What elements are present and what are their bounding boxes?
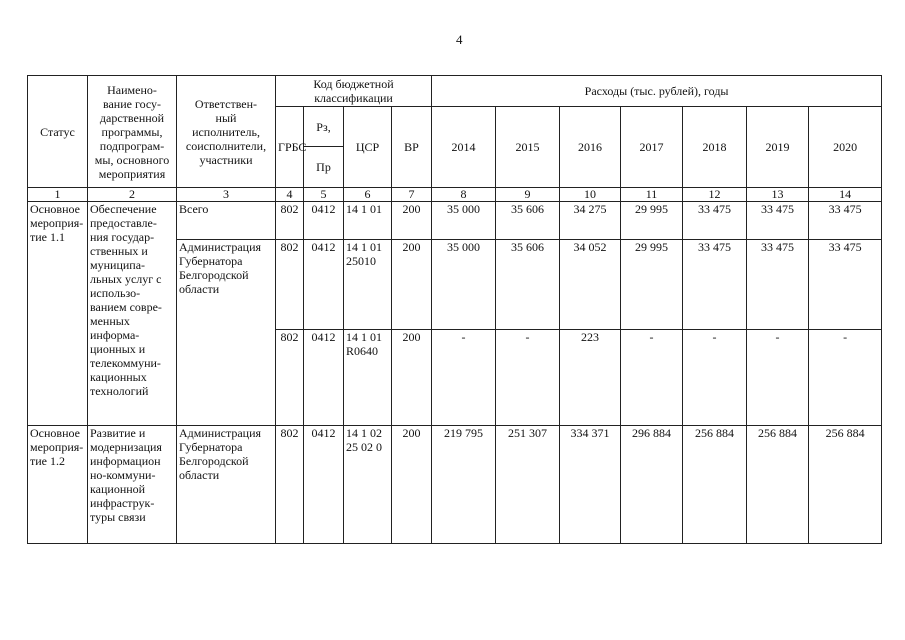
row-value: - <box>683 330 747 426</box>
row-value: 256 884 <box>683 426 747 544</box>
header-status: Статус <box>28 76 88 188</box>
row-value: 29 995 <box>621 202 683 240</box>
row-value: - <box>496 330 560 426</box>
header-year: 2020 <box>809 107 882 188</box>
header-csr: ЦСР <box>344 107 392 188</box>
header-grbs: ГРБС <box>276 107 304 188</box>
header-name: Наимено- вание госу- дарственной программы, подпрограм- мы, основного мероприятия <box>88 76 177 188</box>
row-value: - <box>747 330 809 426</box>
table-row <box>28 426 882 544</box>
row-value: 35 000 <box>432 202 496 240</box>
header-responsible: Ответствен- ный исполнитель, соисполнители, участники <box>177 76 276 188</box>
row-responsible: Администрация Губернатора Белгородской области <box>177 240 276 426</box>
row-csr: 14 1 01 <box>344 202 392 240</box>
row-grbs: 802 <box>276 240 304 330</box>
row-value: - <box>809 330 882 426</box>
header-year: 2019 <box>747 107 809 188</box>
row-value: 296 884 <box>621 426 683 544</box>
row-vr: 200 <box>392 240 432 330</box>
row-value: 29 995 <box>621 240 683 330</box>
row-vr: 200 <box>392 426 432 544</box>
column-number: 10 <box>560 188 621 202</box>
row-value: 33 475 <box>747 240 809 330</box>
row-value: 33 475 <box>747 202 809 240</box>
header-year: 2018 <box>683 107 747 188</box>
header-year: 2015 <box>496 107 560 188</box>
row-rzpr: 0412 <box>304 426 344 544</box>
column-number: 1 <box>28 188 88 202</box>
column-number: 5 <box>304 188 344 202</box>
page-number: 4 <box>456 32 463 47</box>
row-value: 251 307 <box>496 426 560 544</box>
row-responsible: Администрация Губернатора Белгородской области <box>177 426 276 544</box>
row-value: 223 <box>560 330 621 426</box>
row-grbs: 802 <box>276 330 304 426</box>
table-row <box>28 202 882 240</box>
row-grbs: 802 <box>276 426 304 544</box>
row-value: 334 371 <box>560 426 621 544</box>
row-value: 35 000 <box>432 240 496 330</box>
row-value: 35 606 <box>496 202 560 240</box>
row-vr: 200 <box>392 202 432 240</box>
row-value: 33 475 <box>683 240 747 330</box>
row-value: 256 884 <box>747 426 809 544</box>
column-number: 2 <box>88 188 177 202</box>
column-number: 14 <box>809 188 882 202</box>
row-value: - <box>432 330 496 426</box>
row-name: Обеспечение предоставле- ния государ- ственных и муниципа- льных услуг с использо- ванием совре- менных информа- ционных и телекоммуни- кационных технологий <box>88 202 177 426</box>
header-vr: ВР <box>392 107 432 188</box>
header-budget-code: Код бюджетной классификации <box>276 76 432 107</box>
row-value: - <box>621 330 683 426</box>
column-number: 13 <box>747 188 809 202</box>
row-value: 34 052 <box>560 240 621 330</box>
row-vr: 200 <box>392 330 432 426</box>
column-number: 3 <box>177 188 276 202</box>
column-number: 7 <box>392 188 432 202</box>
row-status: Основное мероприя- тие 1.1 <box>28 202 88 426</box>
row-csr: 14 1 01 R0640 <box>344 330 392 426</box>
row-rzpr: 0412 <box>304 202 344 240</box>
column-number: 11 <box>621 188 683 202</box>
column-number: 8 <box>432 188 496 202</box>
column-number: 4 <box>276 188 304 202</box>
row-value: 256 884 <box>809 426 882 544</box>
row-grbs: 802 <box>276 202 304 240</box>
row-rzpr: 0412 <box>304 240 344 330</box>
column-number: 12 <box>683 188 747 202</box>
budget-table <box>27 75 882 544</box>
row-rzpr: 0412 <box>304 330 344 426</box>
column-number: 9 <box>496 188 560 202</box>
row-value: 219 795 <box>432 426 496 544</box>
header-rz: Рз, <box>304 107 344 147</box>
column-number: 6 <box>344 188 392 202</box>
row-status: Основное мероприя- тие 1.2 <box>28 426 88 544</box>
row-csr: 14 1 02 25 02 0 <box>344 426 392 544</box>
header-year: 2014 <box>432 107 496 188</box>
row-value: 33 475 <box>809 240 882 330</box>
header-pr: Пр <box>304 147 344 188</box>
header-year: 2017 <box>621 107 683 188</box>
row-name: Развитие и модернизация информацион но-коммуни- кационной инфраструк- туры связи <box>88 426 177 544</box>
row-csr: 14 1 01 25010 <box>344 240 392 330</box>
row-value: 35 606 <box>496 240 560 330</box>
row-value: 33 475 <box>683 202 747 240</box>
header-year: 2016 <box>560 107 621 188</box>
header-expenses: Расходы (тыс. рублей), годы <box>432 76 882 107</box>
row-value: 34 275 <box>560 202 621 240</box>
row-responsible: Всего <box>177 202 276 240</box>
row-value: 33 475 <box>809 202 882 240</box>
